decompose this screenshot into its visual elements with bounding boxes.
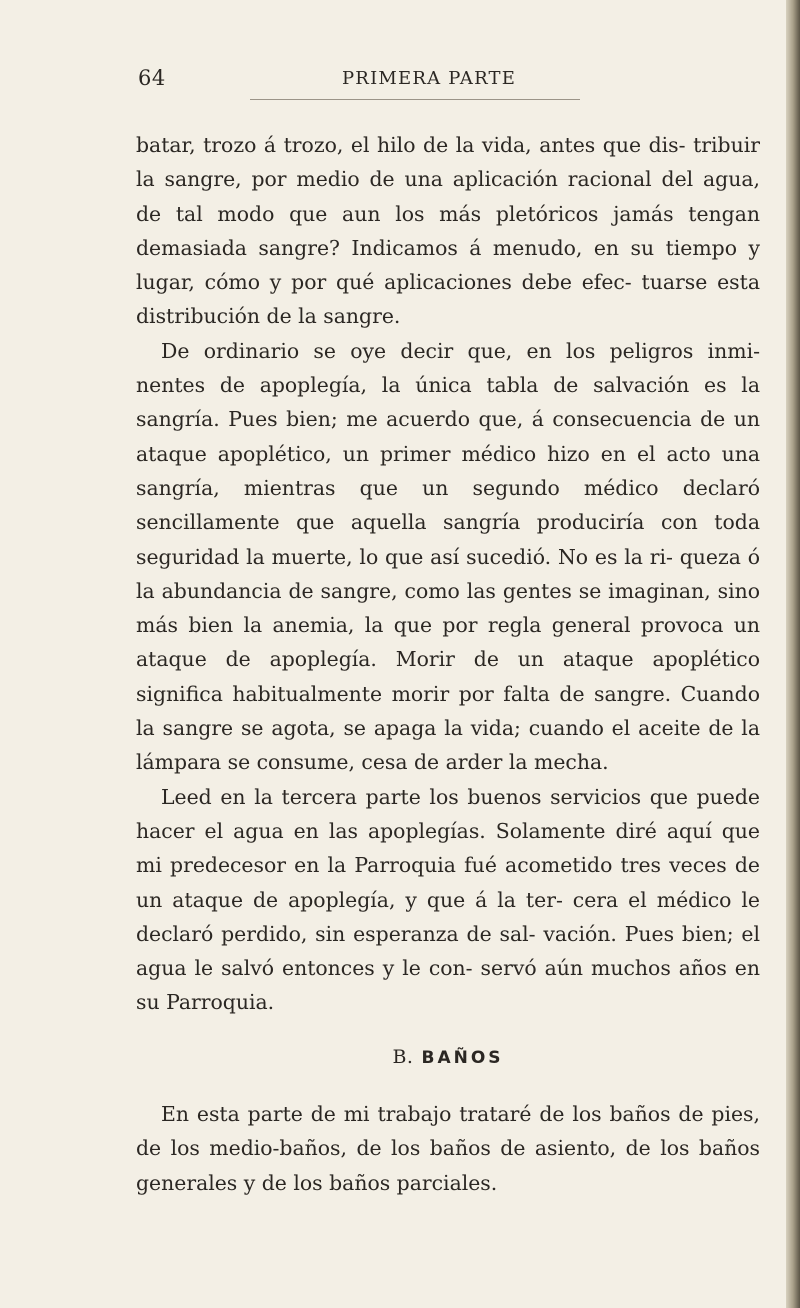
section-title: BAÑOS	[421, 1047, 504, 1068]
page-header	[0, 66, 800, 96]
paragraph: batar, trozo á trozo, el hilo de la vida, antes que dis- tribuir la sangre, por medio de una aplicación racional del agua, de tal modo que aun los más pletóricos jamás tengan demasiada sangre? Indicamos á menudo, en su tiempo y lugar, cómo y por qué aplicaciones debe efec- tuarse esta distribución de la sangre.	[136, 133, 760, 329]
paragraph: En esta parte de mi trabajo trataré de los baños de pies, de los medio-baños, de los baños de asiento, de los baños generales y de los baños parciales.	[136, 1102, 760, 1195]
paragraph: De ordinario se oye decir que, en los peligros inmi- nentes de apoplegía, la única tabla de salvación es la sangría. Pues bien; me acuerdo que, á consecuencia de un ataque apoplético, un primer médico hizo en el acto una sangría, mientras que un segundo médico declaró sencillamente que aquella sangría produciría con toda seguridad la muerte, lo que así sucedió. No es la ri- queza ó la abundancia de sangre, como las gentes se imaginan, sino más bien la anemia, la que por regla general provoca un ataque de apoplegía. Morir de un ataque apoplético significa habitualmente morir por falta de sangre. Cuando la sangre se agota, se apaga la vida; cuando el aceite de la lámpara se consume, cesa de arder la mecha.	[136, 338, 760, 775]
page-number: 64	[138, 66, 166, 90]
running-head: PRIMERA PARTE	[342, 68, 517, 89]
section-letter: B.	[392, 1045, 414, 1068]
header-rule	[250, 99, 580, 100]
body-text	[136, 128, 760, 1200]
paragraph: Leed en la tercera parte los buenos servicios que puede hacer el agua en las apoplegías. Solamente diré aquí que mi predecesor en la Parroquia fué acometido tres veces de un ataque de apoplegía, y que á la ter- cera el médico le declaró perdido, sin esperanza de sal- vación. Pues bien; el agua le salvó entonces y le con- servó aún muchos años en su Parroquia.	[136, 784, 760, 1015]
book-spine-edge	[786, 0, 800, 1308]
section-heading	[136, 1040, 760, 1075]
